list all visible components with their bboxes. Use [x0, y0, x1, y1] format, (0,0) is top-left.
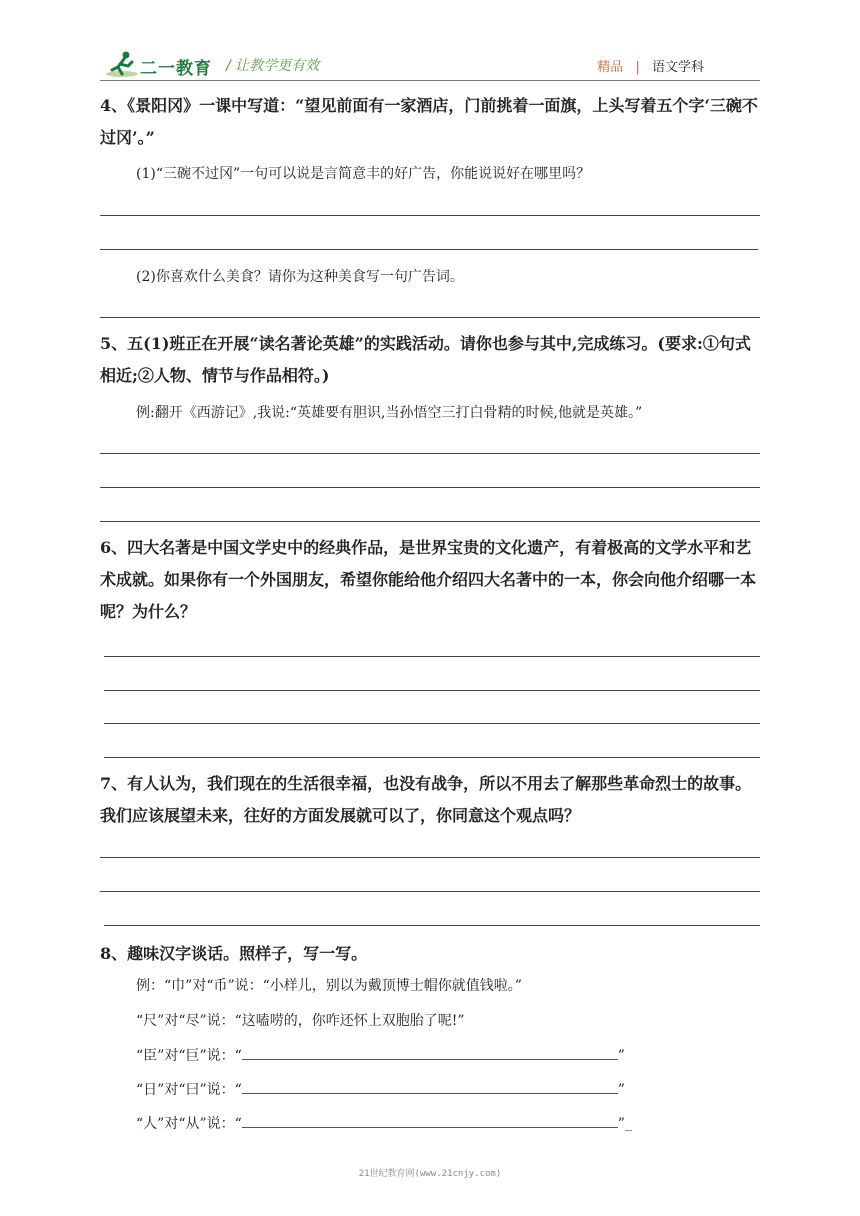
page-footer: 21世纪教育网(www.21cnjy.com)	[358, 1169, 502, 1179]
answer-line[interactable]	[100, 891, 760, 892]
answer-line[interactable]	[100, 215, 760, 216]
page-header	[0, 0, 860, 82]
q5-example: 例:翻开《西游记》,我说:“英雄要有胆识,当孙悟空三打白骨精的时候,他就是英雄。”	[136, 405, 643, 421]
fill-blank[interactable]	[242, 1079, 618, 1094]
answer-line[interactable]	[104, 690, 760, 691]
header-separator: |	[635, 60, 640, 75]
q6-stem: 6、四大名著是中国文学史中的经典作品，是世界宝贵的文化遗产，有着极高的文学水平和艺术成就。如果你有一个外国朋友，希望你能给他介绍四大名著中的一本，你会向他介绍哪一本呢？为什么？	[100, 538, 757, 621]
trailing-mark: _	[624, 1116, 632, 1132]
q8-line4-prefix: “人”对“从”说：“	[136, 1116, 242, 1132]
q8-example: 例：“巾”对“币”说：“小样儿，别以为戴顶博士帽你就值钱啦。”	[136, 978, 522, 994]
q4-sub2: (2)你喜欢什么美食？请你为这种美食写一句广告词。	[136, 269, 464, 285]
q8-line3	[136, 1079, 625, 1100]
answer-line[interactable]	[100, 521, 760, 522]
logo-text: 二一教育	[140, 59, 212, 79]
close-quote: ”	[617, 1082, 625, 1098]
answer-line[interactable]	[104, 757, 760, 758]
fill-blank[interactable]	[242, 1045, 618, 1060]
q7-stem: 7、有人认为，我们现在的生活很幸福，也没有战争，所以不用去了解那些革命烈士的故事。我们应该展望未来，往好的方面发展就可以了，你同意这个观点吗？	[100, 774, 752, 825]
q8-line3-prefix: “日”对“曰”说：“	[136, 1082, 242, 1098]
q5-stem: 5、五(1)班正在开展“读名著论英雄”的实践活动。请你也参与其中,完成练习。(要求:①句式相近;②人物、情节与作品相符。)	[100, 334, 751, 385]
q4-sub1: (1)“三碗不过冈”一句可以说是言简意丰的好广告，你能说说好在哪里吗？	[136, 166, 591, 182]
header-divider	[100, 80, 760, 81]
close-quote: ”	[617, 1048, 625, 1064]
fill-blank[interactable]	[242, 1113, 618, 1128]
q8-title: 8、趣味汉字谈话。照样子，写一写。	[100, 944, 368, 963]
answer-line[interactable]	[104, 723, 760, 724]
answer-line[interactable]	[100, 249, 758, 250]
slogan: / 让教学更有效	[226, 58, 320, 74]
q8-line2-prefix: “臣”对“巨”说：“	[136, 1048, 242, 1064]
q8-line1: “尺”对“尽”说：“这嗑唠的，你咋还怀上双胞胎了呢!”	[136, 1013, 465, 1029]
close-quote: ”	[617, 1116, 625, 1132]
header-right	[597, 56, 704, 75]
quality-label: 精品	[597, 60, 624, 75]
subject-label: 语文学科	[651, 60, 704, 75]
q8-line2	[136, 1045, 625, 1066]
q4-stem: 4、《景阳冈》一课中写道：“望见前面有一家酒店，门前挑着一面旗，上头写着五个字‘三碗不过冈’。”	[100, 96, 758, 147]
runner-logo-icon	[104, 50, 140, 78]
answer-line[interactable]	[100, 487, 760, 488]
answer-line[interactable]	[100, 857, 760, 858]
answer-line[interactable]	[104, 925, 760, 926]
q8-line4	[136, 1113, 632, 1134]
answer-line[interactable]	[100, 453, 760, 454]
answer-line[interactable]	[104, 656, 760, 657]
answer-line[interactable]	[100, 317, 760, 318]
